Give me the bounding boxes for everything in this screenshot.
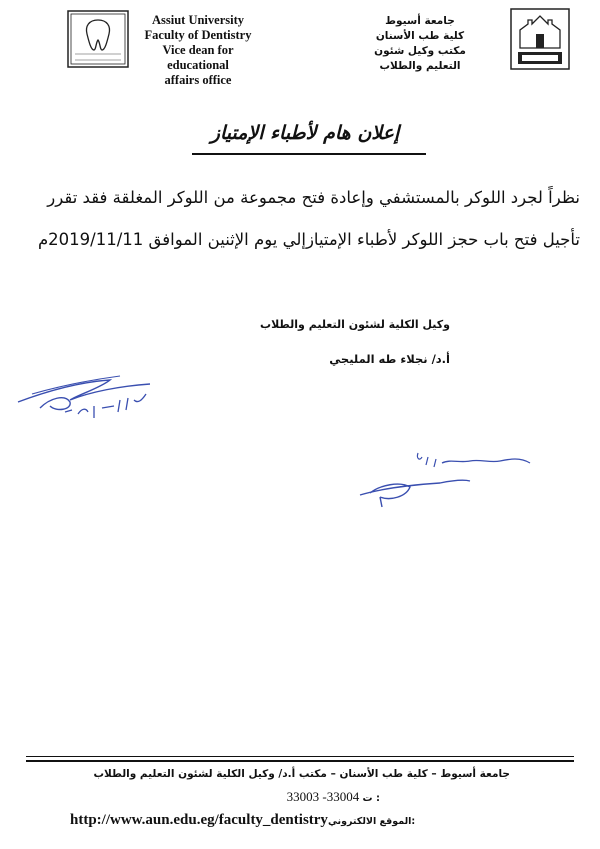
ar-office-line2: التعليم والطلاب bbox=[379, 60, 461, 72]
handwritten-signature bbox=[10, 350, 270, 425]
header-english bbox=[133, 13, 263, 88]
footer-phone: 33003 -33004 bbox=[286, 789, 360, 804]
ar-faculty: كلية طب الأسنان bbox=[375, 30, 465, 42]
title-underline bbox=[192, 153, 426, 155]
footer-website-line bbox=[70, 812, 540, 829]
footer-website-label: الموقع الالكتروني: bbox=[327, 816, 416, 827]
footer-address: جامعة أسيوط – كلية طب الأسنان – مكتب أ.د/ وكيل الكلية لشئون التعليم والطلاب bbox=[93, 768, 510, 780]
ar-office-line1: مكتب وكيل شئون bbox=[374, 45, 466, 57]
footer-phone-line bbox=[180, 789, 380, 805]
notice-line-2: تأجيل فتح باب حجز اللوكر لأطباء الإمتيازإلي يوم الإثنين الموافق 2019/11/11م bbox=[37, 230, 580, 249]
footer-rule bbox=[26, 756, 574, 757]
footer-rule-thick bbox=[26, 760, 574, 762]
handwritten-note bbox=[350, 445, 570, 520]
signatory-name: أ.د/ نجلاء طه المليجي bbox=[329, 352, 450, 366]
notice-line-1: نظراً لجرد اللوكر بالمستشفي وإعادة فتح مجموعة من اللوكر المغلقة فقد تقرر bbox=[47, 188, 580, 207]
footer-website[interactable]: http://www.aun.edu.eg/faculty_dentistry bbox=[70, 812, 328, 828]
faculty-of-dentistry-logo bbox=[67, 10, 129, 68]
assiut-university-logo bbox=[510, 8, 570, 70]
notice-title: إعلان هام لأطباء الإمتياز bbox=[210, 122, 400, 144]
signatory-title: وكيل الكلية لشئون التعليم والطلاب bbox=[260, 318, 450, 331]
header-arabic bbox=[345, 14, 495, 74]
en-faculty: Faculty of Dentistry bbox=[144, 28, 252, 42]
en-university: Assiut University bbox=[151, 13, 245, 27]
en-office-line2: affairs office bbox=[164, 73, 232, 87]
en-office-line1: Vice dean for educational bbox=[162, 43, 234, 72]
footer-phone-label: ت : bbox=[362, 793, 380, 804]
ar-university: جامعة أسيوط bbox=[385, 15, 455, 27]
